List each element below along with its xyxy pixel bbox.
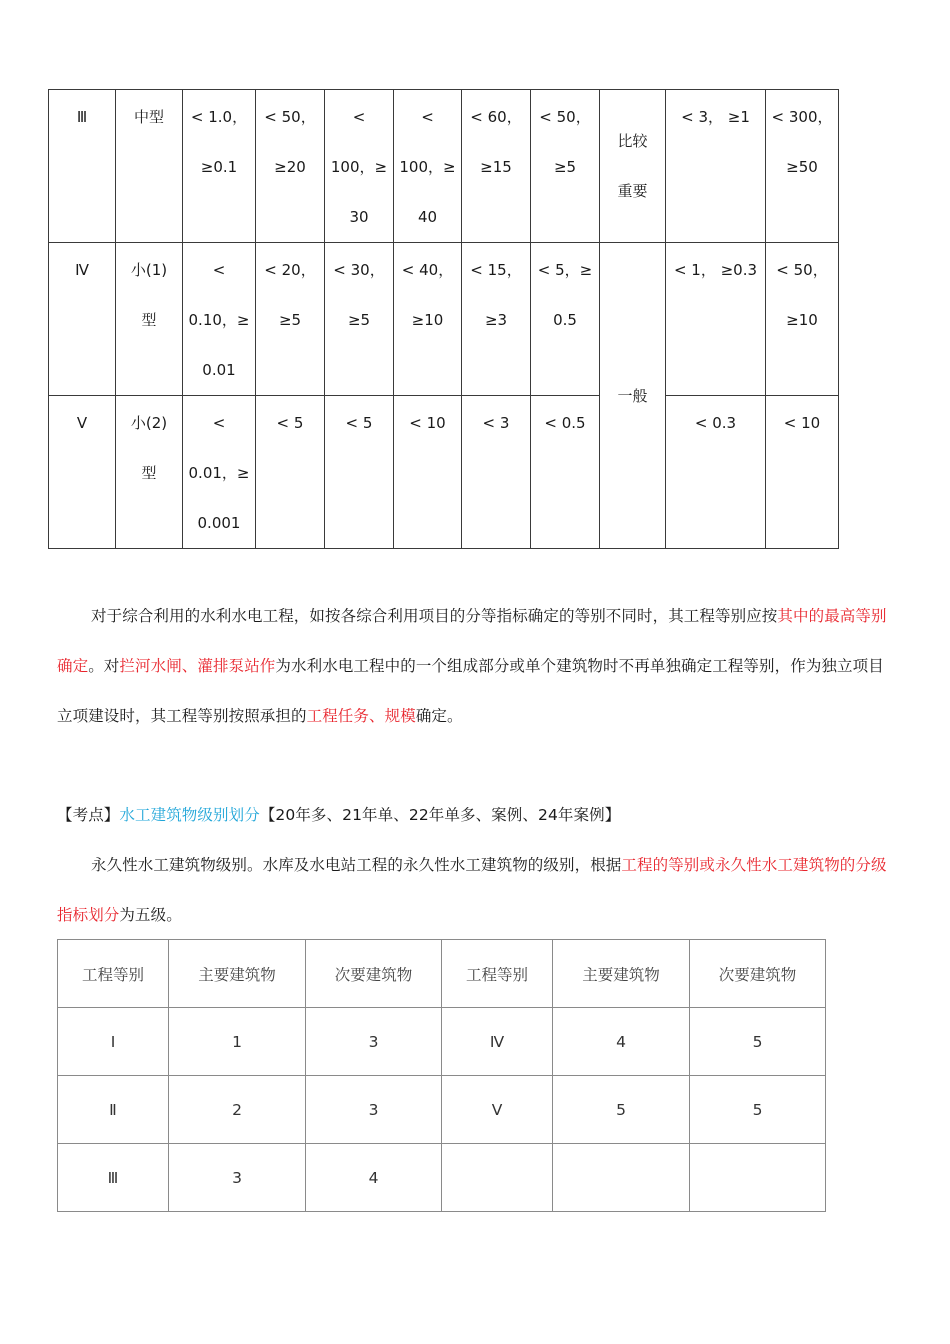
table-row [58, 1144, 826, 1212]
table-cell [690, 1144, 826, 1212]
cell-line: < 50， [264, 108, 316, 126]
cell-line: 0.5 [553, 311, 577, 329]
table-cell: 3 [306, 1076, 442, 1144]
cell-line: 100，≥ [330, 158, 388, 176]
indicator-cell [183, 90, 256, 243]
cell-line: < [352, 108, 366, 126]
table-cell: 5 [553, 1076, 690, 1144]
column-header: 次要建筑物 [306, 940, 442, 1008]
table-cell: 3 [169, 1144, 306, 1212]
cell-line: 0.001 [197, 514, 241, 532]
indicator-cell [462, 396, 531, 549]
indicator-cell [325, 90, 394, 243]
cell-line: Ⅴ [76, 414, 88, 432]
table-cell: Ⅰ [58, 1008, 169, 1076]
indicator-text [768, 92, 836, 192]
importance-text [602, 371, 663, 421]
indicator-text [768, 245, 836, 345]
indicator-text [668, 92, 763, 142]
cell-line: < [421, 108, 434, 126]
indicator-text [258, 92, 322, 192]
cell-line: ≥10 [786, 311, 818, 329]
cell-line: < 5，≥ [537, 261, 593, 279]
indicator-cell [256, 396, 325, 549]
exam-point-prefix: 【考点】 [57, 806, 120, 824]
indicator-text [327, 245, 391, 345]
exam-point-topic: 水工建筑物级别划分 [119, 806, 260, 824]
grade-text [51, 245, 113, 295]
body-text: 为水利水电工程中的一个组成部分或单个建筑物时不再单独确定工程等别，作为独立项目立项建设时，其工程等别按照承担的 [57, 657, 884, 725]
indicator-text [185, 92, 253, 192]
indicator-text [396, 245, 459, 345]
cell-line: ≥15 [480, 158, 512, 176]
indicator-cell [256, 90, 325, 243]
cell-line: 型 [141, 464, 157, 482]
structure-level-table [57, 939, 826, 1212]
column-header: 主要建筑物 [553, 940, 690, 1008]
cell-line: < 5 [345, 414, 373, 432]
table-cell: 5 [690, 1008, 826, 1076]
indicator-text [464, 245, 528, 345]
indicator-cell [766, 396, 839, 549]
cell-line: < 15， [470, 261, 522, 279]
indicator-cell [766, 243, 839, 396]
cell-line: < 30， [333, 261, 385, 279]
body-text: 为五级。 [119, 906, 182, 924]
cell-line: 型 [141, 311, 157, 329]
indicator-cell [394, 396, 462, 549]
indicator-text [185, 245, 253, 395]
cell-line: < 1， ≥0.3 [673, 261, 758, 279]
scale-text [118, 92, 180, 142]
table-cell: Ⅳ [442, 1008, 553, 1076]
cell-line: < 50， [776, 261, 828, 279]
cell-line: 中型 [133, 108, 164, 126]
indicator-text [258, 245, 322, 345]
column-header: 次要建筑物 [690, 940, 826, 1008]
scale-text [118, 245, 180, 345]
cell-line: < 10 [783, 414, 821, 432]
cell-line: 0.01，≥ [188, 464, 250, 482]
cell-line: ≥50 [786, 158, 818, 176]
body-text: 确定。 [415, 707, 463, 725]
indicator-cell [183, 396, 256, 549]
comprehensive-project-paragraph [57, 591, 897, 741]
indicator-cell [256, 243, 325, 396]
cell-line: 0.10，≥ [188, 311, 250, 329]
scale-text [118, 398, 180, 498]
indicator-text [464, 92, 528, 192]
cell-line: ≥5 [553, 158, 577, 176]
indicator-cell [666, 90, 766, 243]
cell-line: < 50， [539, 108, 591, 126]
indicator-text [185, 398, 253, 548]
scale-cell [116, 396, 183, 549]
exam-point-years: 【20年多、21年单、22年单多、案例、24年案例】 [259, 806, 621, 824]
importance-cell [600, 90, 666, 243]
indicator-cell [462, 243, 531, 396]
cell-line: < 40， [401, 261, 454, 279]
indicator-text [327, 398, 391, 448]
column-header: 主要建筑物 [169, 940, 306, 1008]
table-cell: Ⅴ [442, 1076, 553, 1144]
cell-line: < 0.3 [694, 414, 737, 432]
cell-line: 小(1) [130, 261, 168, 279]
cell-line: < 3 [482, 414, 510, 432]
cell-line: 40 [417, 208, 438, 226]
indicator-text [327, 92, 391, 242]
table-cell: Ⅲ [58, 1144, 169, 1212]
table-cell: 1 [169, 1008, 306, 1076]
column-header: 工程等别 [58, 940, 169, 1008]
table-cell: Ⅱ [58, 1076, 169, 1144]
table-cell: 4 [306, 1144, 442, 1212]
table-cell: 5 [690, 1076, 826, 1144]
indicator-text [396, 398, 459, 448]
indicator-cell [766, 90, 839, 243]
cell-line: ≥20 [274, 158, 306, 176]
indicator-cell [462, 90, 531, 243]
indicator-cell [325, 396, 394, 549]
indicator-text [258, 398, 322, 448]
project-grade-table-continued [48, 89, 839, 549]
table-cell [553, 1144, 690, 1212]
indicator-cell [531, 243, 600, 396]
cell-line: ≥10 [411, 311, 444, 329]
highlight-text: 其中的最高等别确定 [57, 607, 887, 675]
indicator-text [533, 245, 597, 345]
cell-line: 比较 [617, 132, 648, 150]
column-header: 工程等别 [442, 940, 553, 1008]
cell-line: 一般 [617, 386, 648, 405]
grade-text [51, 398, 113, 448]
indicator-text [668, 398, 763, 448]
table-row [58, 1076, 826, 1144]
importance-text [602, 116, 663, 216]
grade-row [49, 243, 839, 396]
cell-line: < 0.5 [544, 414, 586, 432]
cell-line: Ⅳ [75, 261, 89, 279]
indicator-cell [531, 396, 600, 549]
importance-cell [600, 243, 666, 549]
indicator-cell [666, 396, 766, 549]
cell-line: 小(2) [130, 414, 168, 432]
grade-row [49, 90, 839, 243]
indicator-cell [183, 243, 256, 396]
body-text: 。对 [88, 657, 120, 675]
table-cell [442, 1144, 553, 1212]
body-text: 对于综合利用的水利水电工程，如按各综合利用项目的分等指标确定的等别不同时，其工程等别应按 [91, 607, 778, 625]
grade-cell [49, 90, 116, 243]
grade-row [49, 396, 839, 549]
cell-line: < [212, 414, 226, 432]
indicator-cell [531, 90, 600, 243]
cell-line: 重要 [617, 182, 648, 200]
indicator-cell [666, 243, 766, 396]
cell-line: ≥5 [347, 311, 371, 329]
indicator-cell [394, 90, 462, 243]
exam-point-heading [57, 790, 897, 840]
cell-line: < [212, 261, 226, 279]
cell-line: ≥3 [484, 311, 508, 329]
indicator-cell [325, 243, 394, 396]
cell-line: 100，≥ [399, 158, 456, 176]
cell-line: ≥0.1 [200, 158, 238, 176]
indicator-text [464, 398, 528, 448]
indicator-text [668, 245, 763, 295]
cell-line: < 1.0， [190, 108, 248, 126]
grade-cell [49, 396, 116, 549]
highlight-text: 工程任务、规模 [306, 707, 416, 725]
body-text: 永久性水工建筑物级别。水库及水电站工程的永久性水工建筑物的级别，根据 [91, 856, 622, 874]
grade-cell [49, 243, 116, 396]
indicator-text [533, 398, 597, 448]
cell-line: 0.01 [202, 361, 236, 379]
cell-line: < 60， [470, 108, 522, 126]
indicator-text [396, 92, 459, 242]
grade-text [51, 92, 113, 142]
cell-line: < 20， [264, 261, 316, 279]
indicator-text [768, 398, 836, 448]
cell-line: 30 [349, 208, 369, 226]
table-row [58, 1008, 826, 1076]
highlight-text: 拦河水闸、灌排泵站作 [119, 657, 276, 675]
highlight-text: 工程的等别或永久性水工建筑物的分级指标划分 [57, 856, 887, 924]
header-row [58, 940, 826, 1008]
scale-cell [116, 90, 183, 243]
table-cell: 3 [306, 1008, 442, 1076]
indicator-text [533, 92, 597, 192]
permanent-structure-paragraph [57, 840, 897, 940]
cell-line: < 10 [409, 414, 446, 432]
cell-line: < 300， [771, 108, 833, 126]
cell-line: ≥5 [278, 311, 302, 329]
table-cell: 4 [553, 1008, 690, 1076]
cell-line: < 5 [276, 414, 304, 432]
cell-line: Ⅲ [76, 108, 88, 126]
table-cell: 2 [169, 1076, 306, 1144]
cell-line: < 3， ≥1 [681, 108, 750, 126]
scale-cell [116, 243, 183, 396]
indicator-cell [394, 243, 462, 396]
